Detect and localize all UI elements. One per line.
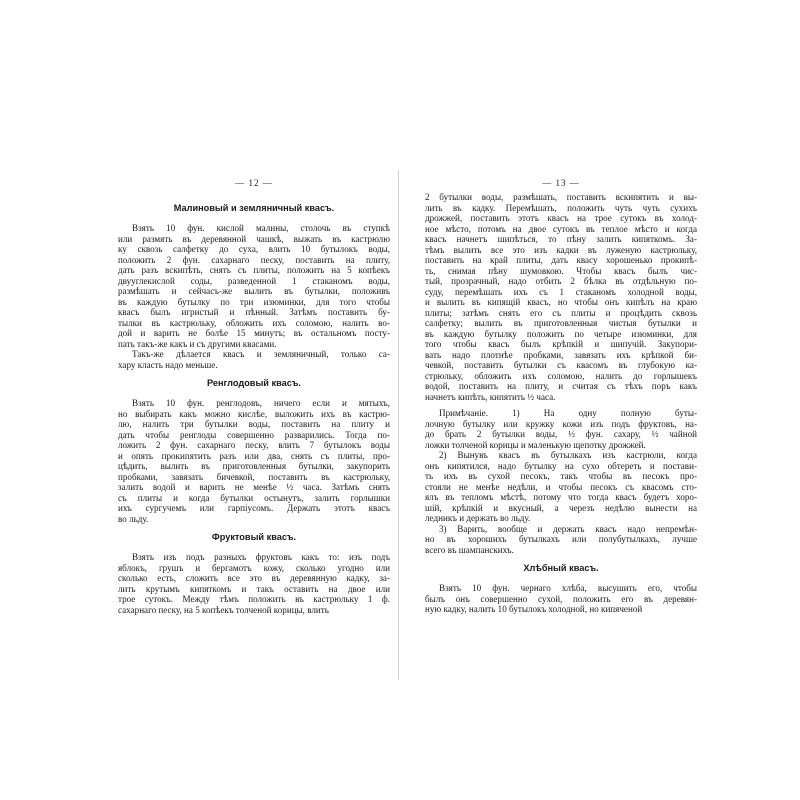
- text-line: пать такъ-же какъ и съ другими квасами.: [118, 338, 277, 349]
- text-line: съ плиты и когда бутылки остынутъ, залить горлышки: [118, 492, 390, 503]
- text-line: но выбирать какъ можно кислѣе, выложить ихъ въ кастрю-: [118, 408, 390, 419]
- text-line: чевкой, поставить бутылки съ квасомъ въ глубокую ка-: [425, 360, 697, 370]
- text-line: размѣшать и сейчасъ-же вылить въ бутылки, положивъ: [118, 286, 390, 296]
- text-line: въ каждую бутылку положить по четыре изюминки, для: [425, 328, 697, 339]
- text-line: Взять изъ подъ разныхъ фруктовъ какъ то: изъ подъ: [132, 552, 390, 562]
- text-line: суду, перемѣшать ихъ съ 1 стаканомъ холодной воды,: [425, 286, 697, 297]
- text-line: поставить на край плиты, дать квасу хорошенько прокипѣ-: [425, 255, 697, 265]
- text-line: того чтобы квасъ былъ крѣпкій и шипучій. Закупори-: [425, 339, 697, 349]
- text-line: лить въ кадку. Перемѣшать, положить чуть чуть сухихъ: [425, 202, 697, 213]
- text-line: стояли не менѣе недѣли, и чтобы песокъ съ квасомъ сто-: [425, 481, 697, 492]
- text-line: онъ кипятился, надо бутылку на сухо обтереть и постави-: [425, 460, 697, 471]
- text-line: сахарнаго песку, на 5 копѣекъ толченой корицы, влить: [118, 604, 329, 615]
- text-line: Примѣчаніе. 1) На одну полную буты-: [439, 408, 697, 418]
- text-line: ное мѣсто, потомъ на двое сутокъ въ теплое мѣсто и когда: [425, 223, 697, 234]
- text-line: 3) Варить, вообще и держать квасъ надо непремѣн-: [439, 523, 697, 534]
- text-line: 2 бутылки воды, размѣшать, поставить вскипятить и вы-: [425, 192, 697, 202]
- page-number-right: — 13 —: [542, 178, 580, 188]
- text-line: дрожжей, поставить этотъ квасъ на трое сутокъ въ холод-: [425, 213, 697, 223]
- left-page-body: [118, 201, 390, 615]
- text-line: сколько есть, сложить все это въ деревянную кадку, за-: [118, 573, 390, 583]
- text-line: цѣдить, вылить въ приготовленныя бутылки, закупорить: [118, 461, 390, 471]
- text-line: пробками, завязать бичевкой, поставить въ кастрюльку,: [118, 471, 390, 482]
- text-line: плиты; затѣмъ снять его съ плиты и процѣдить сквозь: [425, 307, 697, 318]
- section-heading: Фруктовый квасъ.: [211, 532, 297, 542]
- text-line: положить 2 фун. сахарнаго песку, поставить на плиту,: [118, 254, 390, 265]
- text-line: тый, прозрачный, надо отбить 2 бѣлка въ отдѣльную по-: [425, 276, 697, 286]
- text-line: и вылить въ кипящій квасъ, но чтобы онъ кипѣлъ на краю: [425, 297, 697, 307]
- text-line: яблокъ, грушъ и бергамотъ кожу, сколько угодно или: [118, 562, 390, 573]
- text-line: начнетъ кипѣть, кипятить ½ часа.: [425, 391, 556, 402]
- text-line: Взять 10 фун. кислой малины, столочь въ ступкѣ: [132, 223, 390, 233]
- text-line: Такъ-же дѣлается квасъ и земляничный, только са-: [132, 349, 390, 359]
- section-heading: Малиновый и земляничный квасъ.: [173, 203, 335, 213]
- text-line: до брать 2 бутылки воды, ½ фун. сахару, ½ чайной: [425, 429, 697, 439]
- section-heading: Хлѣбный квасъ.: [523, 563, 599, 573]
- text-line: ихъ сургучемъ или гарпіусомъ. Держать этотъ квасъ: [118, 503, 390, 513]
- text-line: дой и варить не болѣе 15 минутъ; въ остальномъ посту-: [118, 328, 390, 338]
- text-line: трое сутокъ. Между тѣмъ положить въ кастрюльку 1 ф.: [118, 594, 390, 604]
- text-line: ложки толченой корицы и маленькую щепотку дрожжей.: [425, 439, 646, 450]
- text-line: квасъ начнетъ шипѣться, то пѣну залить кипяткомъ. За-: [425, 234, 697, 244]
- text-line: во льду.: [118, 513, 149, 524]
- right-page-body: [425, 192, 697, 615]
- text-line: лочную бутылку или кружку кожи изъ подъ фруктовъ, на-: [425, 418, 697, 429]
- text-line: былъ онъ совершенно сухой, положить его въ деревян-: [425, 593, 697, 604]
- text-line: ть ихъ въ сухой песокъ, такъ чтобы въ песокъ про-: [425, 471, 697, 481]
- text-line: лю, налить три бутылки воды, поставить на плиту и: [118, 419, 390, 429]
- text-line: вать надо плотнѣе пробками, завязать ихъ крѣпкой би-: [425, 349, 697, 360]
- text-line: всего въ шампанскихъ.: [425, 544, 514, 555]
- text-line: и опять прокипятить разъ или два, снять съ плиты, про-: [118, 450, 390, 461]
- page-gutter: [398, 170, 399, 680]
- text-line: тылки въ кастрюльку, обложить ихъ соломою, налить во-: [118, 317, 390, 328]
- text-line: салфетку; вылить въ приготовленныя чистыя бутылки и: [425, 318, 697, 328]
- right-page: [425, 178, 697, 615]
- text-line: квасъ былъ игристый и пѣнный. Затѣмъ поставить бу-: [118, 307, 390, 317]
- page-number-left: — 12 —: [235, 178, 273, 188]
- text-line: водой, поставить на плиту, и считая съ тѣхъ поръ какъ: [425, 381, 697, 391]
- text-line: двууглекислой соды, разведенной 1 стаканомъ воды,: [118, 275, 390, 286]
- text-line: дать разъ вскипѣть, снять съ плиты, положить на 5 копѣекъ: [118, 265, 390, 275]
- text-line: тѣмъ вылить все это изъ кадки въ луженую кастрюльку,: [425, 244, 697, 255]
- text-line: ложить 2 фун. сахарнаго песку, влить 7 бутылокъ воды: [118, 440, 390, 450]
- text-line: шій, крѣпкій и вкусный, а черезъ недѣлю вынести на: [425, 502, 697, 513]
- text-line: Взять 10 фун. чернаго хлѣба, высушить его, чтобы: [439, 583, 697, 593]
- text-line: или размять въ деревянной чашкѣ, выжать въ кастрюлю: [118, 233, 390, 244]
- text-line: но въ хорошихъ бутылкахъ или полубутылкахъ, лучше: [425, 534, 697, 544]
- text-line: ть, снимая пѣну шумовкою. Чтобы квасъ былъ чис-: [425, 265, 697, 276]
- text-line: хару класть надо меньше.: [118, 359, 218, 370]
- text-line: дать чтобы ренглоды совершенно разварились. Тогда по-: [118, 429, 390, 440]
- text-line: 2) Вынувъ квасъ въ бутылкахъ изъ кастрюли, когда: [439, 450, 697, 460]
- text-line: залить водой и варить не менѣе ½ часа. Затѣмъ снять: [118, 482, 390, 492]
- text-line: ку сквозь салфетку до суха, влить 10 бутылокъ воды,: [118, 244, 390, 254]
- text-line: ную кадку, налить 10 бутылокъ холодной, но кипяченой: [425, 604, 643, 614]
- text-line: лить крутымъ кипяткомъ и такъ оставить на двое или: [118, 583, 390, 594]
- text-line: стрюльку, обложить ихъ соломою, налить до горлышекъ: [425, 370, 697, 381]
- text-line: въ каждую бутылку по три изюминки, для того чтобы: [118, 296, 390, 307]
- left-page: [118, 178, 390, 615]
- text-line: ледникъ и держать во льду.: [425, 513, 531, 523]
- section-heading: Ренглодовый квасъ.: [207, 378, 301, 388]
- text-line: ялъ въ тепломъ мѣстѣ, потому что тогда квасъ будетъ хоро-: [425, 492, 697, 502]
- text-line: Взять 10 фун. ренглодовъ, ничего если и мятыхъ,: [132, 398, 390, 408]
